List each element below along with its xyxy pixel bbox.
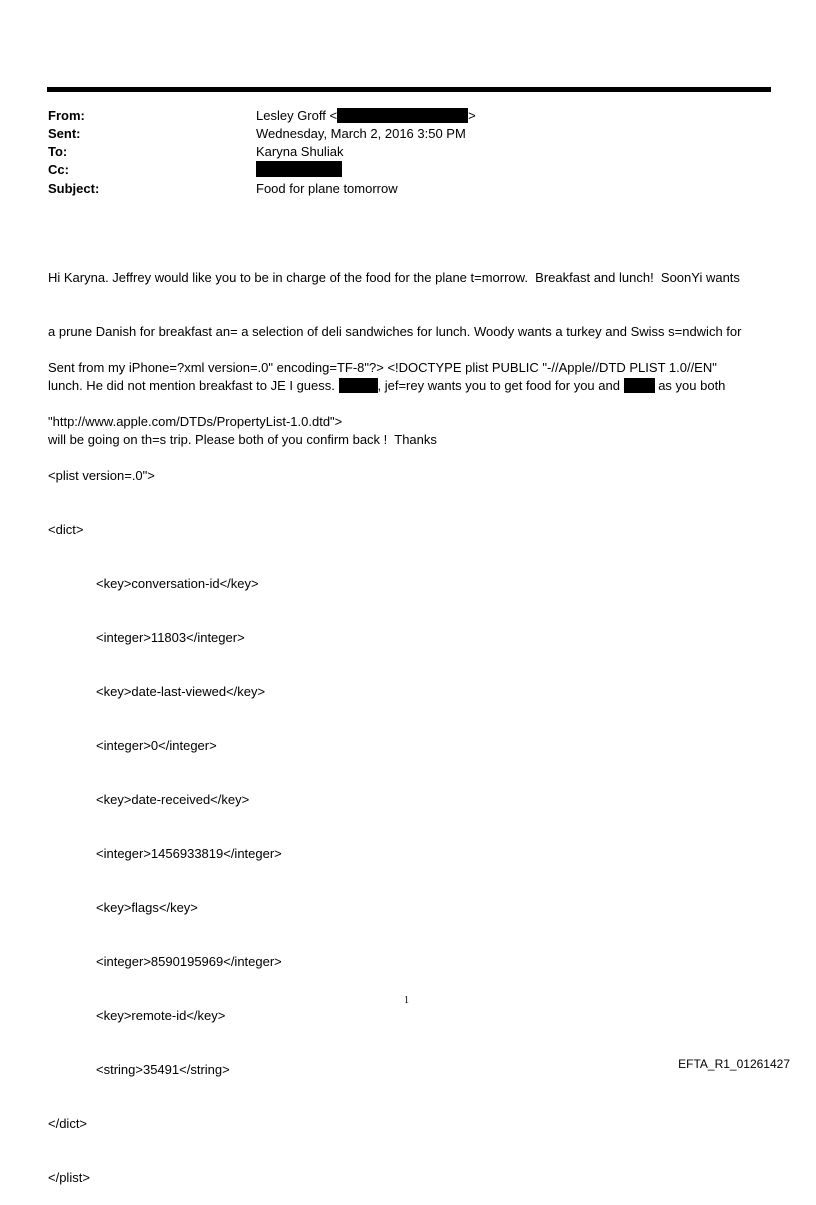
plist-entry: <integer>11803</integer> [96, 630, 245, 645]
plist-entry: <key>date-last-viewed</key> [96, 684, 266, 699]
plist-entry: <key>conversation-id</key> [96, 576, 259, 591]
subject-value: Food for plane tomorrow [256, 181, 398, 196]
plist-entry: <string>35491</string> [96, 1062, 230, 1077]
from-name: Lesley Groff < [256, 108, 338, 123]
to-value: Karyna Shuliak [256, 144, 344, 159]
body-text-segment: as you both [654, 378, 726, 393]
plist-entry: <integer>8590195969</integer> [96, 954, 282, 969]
plist-line: </dict> [48, 1116, 88, 1131]
document-id: EFTA_R1_01261427 [678, 1057, 790, 1071]
from-label: From: [48, 108, 85, 123]
plist-line: "http://www.apple.com/DTDs/PropertyList-1.0.dtd"> [48, 414, 343, 429]
plist-entry: <integer>1456933819</integer> [96, 846, 282, 861]
redaction-box [337, 108, 468, 123]
body-line: will be going on th=s trip. Please both of you confirm back ! Thanks [48, 432, 437, 447]
redaction-box [256, 161, 342, 177]
plist-line: Sent from my iPhone=?xml version=.0" encoding=TF-8"?> <!DOCTYPE plist PUBLIC "-//Apple//DTD PLIST 1.0//EN" [48, 360, 717, 375]
from-close: > [468, 108, 476, 123]
header-rule [47, 87, 771, 92]
plist-entry: <key>remote-id</key> [96, 1008, 226, 1023]
plist-entry: <key>flags</key> [96, 900, 198, 915]
sent-value: Wednesday, March 2, 2016 3:50 PM [256, 126, 466, 141]
plist-line: <dict> [48, 522, 84, 537]
body-line: a prune Danish for breakfast an= a selection of deli sandwiches for lunch. Woody wants a turkey and Swiss s=ndwich for [48, 324, 742, 339]
cc-value [256, 161, 342, 180]
page-number: 1 [404, 995, 409, 1006]
from-value [256, 107, 476, 125]
body-text-segment: , jef=rey wants you to get food for you and [377, 378, 624, 393]
plist-line: <plist version=.0"> [48, 468, 155, 483]
cc-label: Cc: [48, 162, 69, 177]
body-line: Hi Karyna. Jeffrey would like you to be in charge of the food for the plane t=morrow. Breakfast and lunch! SoonYi wants [48, 270, 740, 285]
plist-line: </plist> [48, 1170, 90, 1185]
sent-label: Sent: [48, 126, 81, 141]
to-label: To: [48, 144, 68, 159]
subject-label: Subject: [48, 181, 100, 196]
plist-entry: <key>date-received</key> [96, 792, 250, 807]
plist-entry: <integer>0</integer> [96, 738, 217, 753]
body-text-segment: lunch. He did not mention breakfast to JE I guess. [48, 378, 339, 393]
